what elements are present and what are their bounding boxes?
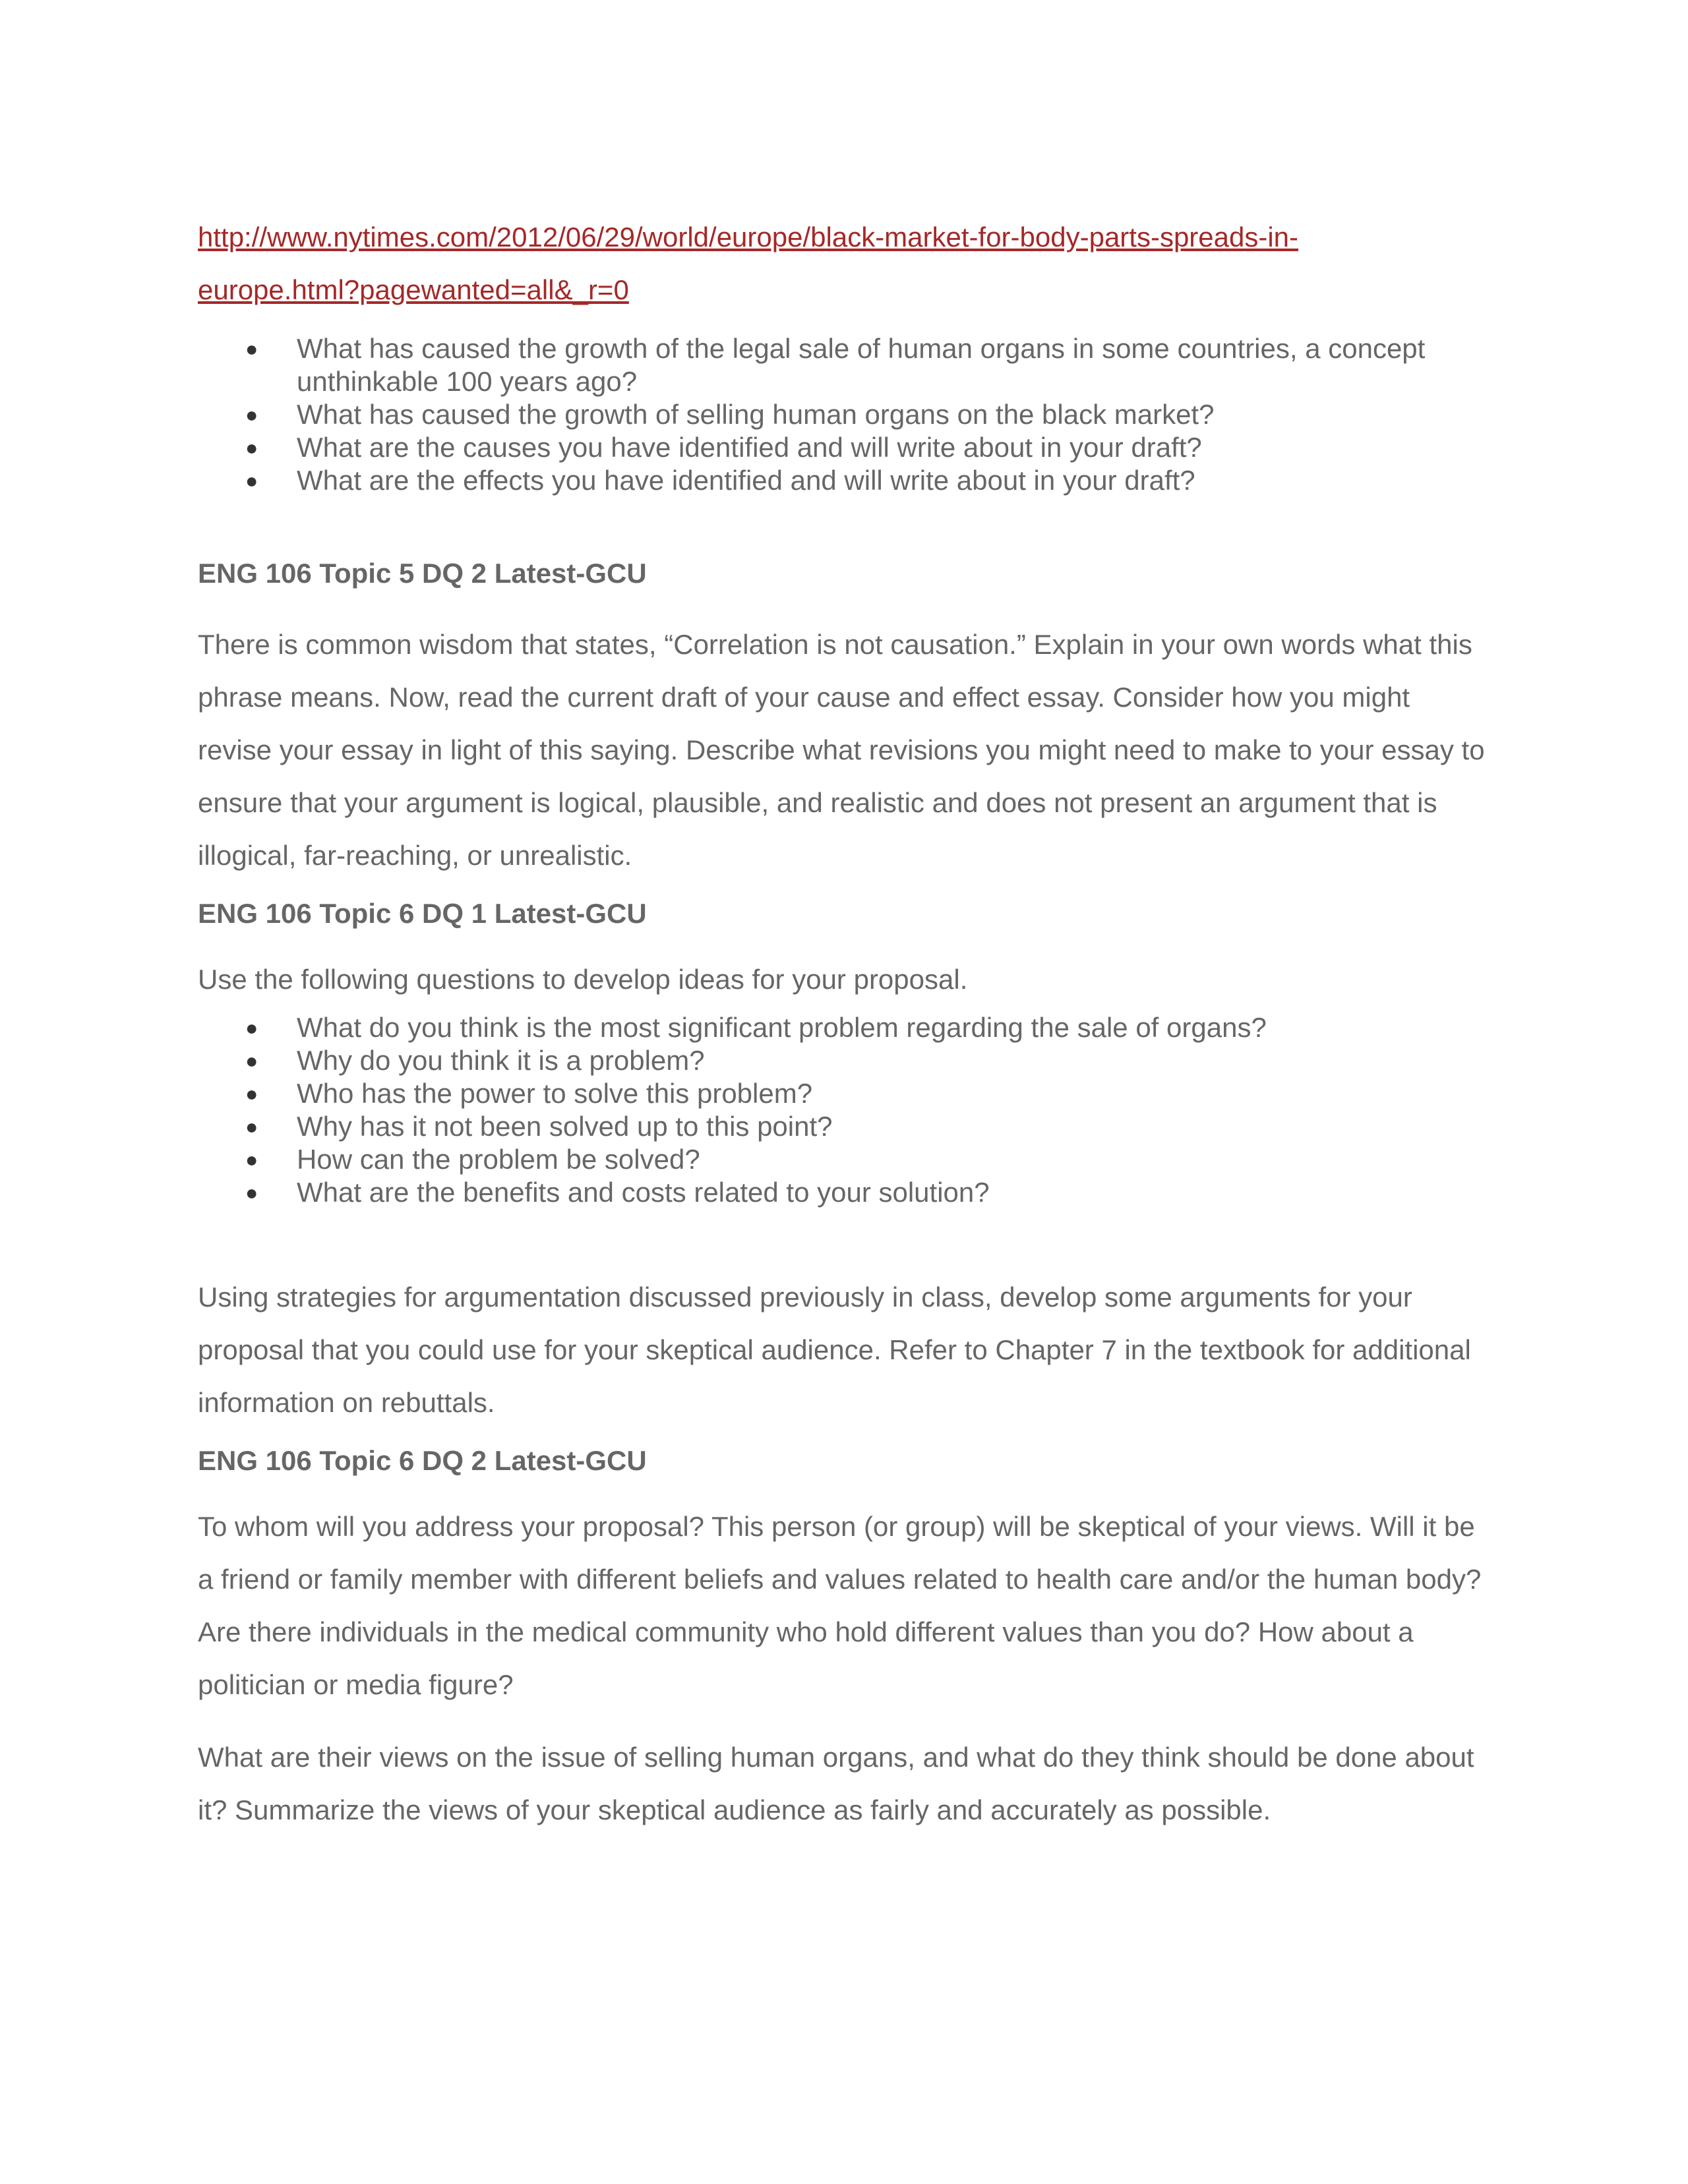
bullet-icon: ● xyxy=(245,1049,258,1073)
bullet-icon: ● xyxy=(245,469,258,492)
question-list-1 xyxy=(198,332,1490,497)
document-content xyxy=(198,211,1490,1837)
paragraph-audience: To whom will you address your proposal? This person (or group) will be skeptical of your views. Will it be a friend or family member with different beliefs and values related to health care and/or the human body? Are there individuals in the medical community who hold different values than you do? How about a politician or media figure? xyxy=(198,1511,1482,1700)
section-heading-topic6-dq2: ENG 106 Topic 6 DQ 2 Latest-GCU xyxy=(198,1445,647,1476)
question-list-2 xyxy=(198,1011,1490,1209)
paragraph-correlation: There is common wisdom that states, “Correlation is not causation.” Explain in your own words what this phrase means. Now, read the current draft of your cause and effect essay. Consider how you might revise your essay in light of this saying. Describe what revisions you might need to make to your essay to ensure that your argument is logical, plausible, and realistic and does not present an argument that is illogical, far-reaching, or unrealistic. xyxy=(198,629,1485,871)
bullet-icon: ● xyxy=(245,1148,258,1171)
bullet-icon: ● xyxy=(245,1181,258,1204)
list-item: ● What do you think is the most significant problem regarding the sale of organs? xyxy=(245,1012,1267,1043)
list-item: ● How can the problem be solved? xyxy=(245,1144,700,1175)
list-item: ● What are the effects you have identified and will write about in your draft? xyxy=(245,465,1195,496)
bullet-icon: ● xyxy=(245,337,258,361)
nytimes-link-line-1[interactable]: http://www.nytimes.com/2012/06/29/world/europe/black-market-for-body-parts-spreads-in- xyxy=(198,221,1299,252)
list-item: ● What has caused the growth of the legal sale of human organs in some countries, a concept unthinkable 100 years ago? xyxy=(245,333,1426,397)
list-item: ● What has caused the growth of selling human organs on the black market? xyxy=(245,399,1215,430)
section-heading-topic5-dq2: ENG 106 Topic 5 DQ 2 Latest-GCU xyxy=(198,558,647,589)
nytimes-link-line-2[interactable]: europe.html?pagewanted=all&_r=0 xyxy=(198,274,629,305)
paragraph-argumentation: Using strategies for argumentation discussed previously in class, develop some arguments for your proposal that you could use for your skeptical audience. Refer to Chapter 7 in the textbook for additional information on rebuttals. xyxy=(198,1282,1471,1418)
list-item: ● Who has the power to solve this problem? xyxy=(245,1078,813,1109)
section-heading-topic6-dq1: ENG 106 Topic 6 DQ 1 Latest-GCU xyxy=(198,898,647,929)
list-item: ● What are the causes you have identified and will write about in your draft? xyxy=(245,432,1202,463)
bullet-icon: ● xyxy=(245,1082,258,1106)
list-item: ● Why has it not been solved up to this point? xyxy=(245,1111,833,1142)
paragraph-intro: Use the following questions to develop ideas for your proposal. xyxy=(198,964,968,995)
list-item: ● What are the benefits and costs related to your solution? xyxy=(245,1177,990,1208)
bullet-icon: ● xyxy=(245,436,258,459)
list-item: ● Why do you think it is a problem? xyxy=(245,1045,705,1076)
paragraph-views: What are their views on the issue of selling human organs, and what do they think should be done about it? Summarize the views of your skeptical audience as fairly and accurately as possible. xyxy=(198,1742,1474,1825)
bullet-icon: ● xyxy=(245,1016,258,1040)
bullet-icon: ● xyxy=(245,403,258,427)
bullet-icon: ● xyxy=(245,1115,258,1138)
